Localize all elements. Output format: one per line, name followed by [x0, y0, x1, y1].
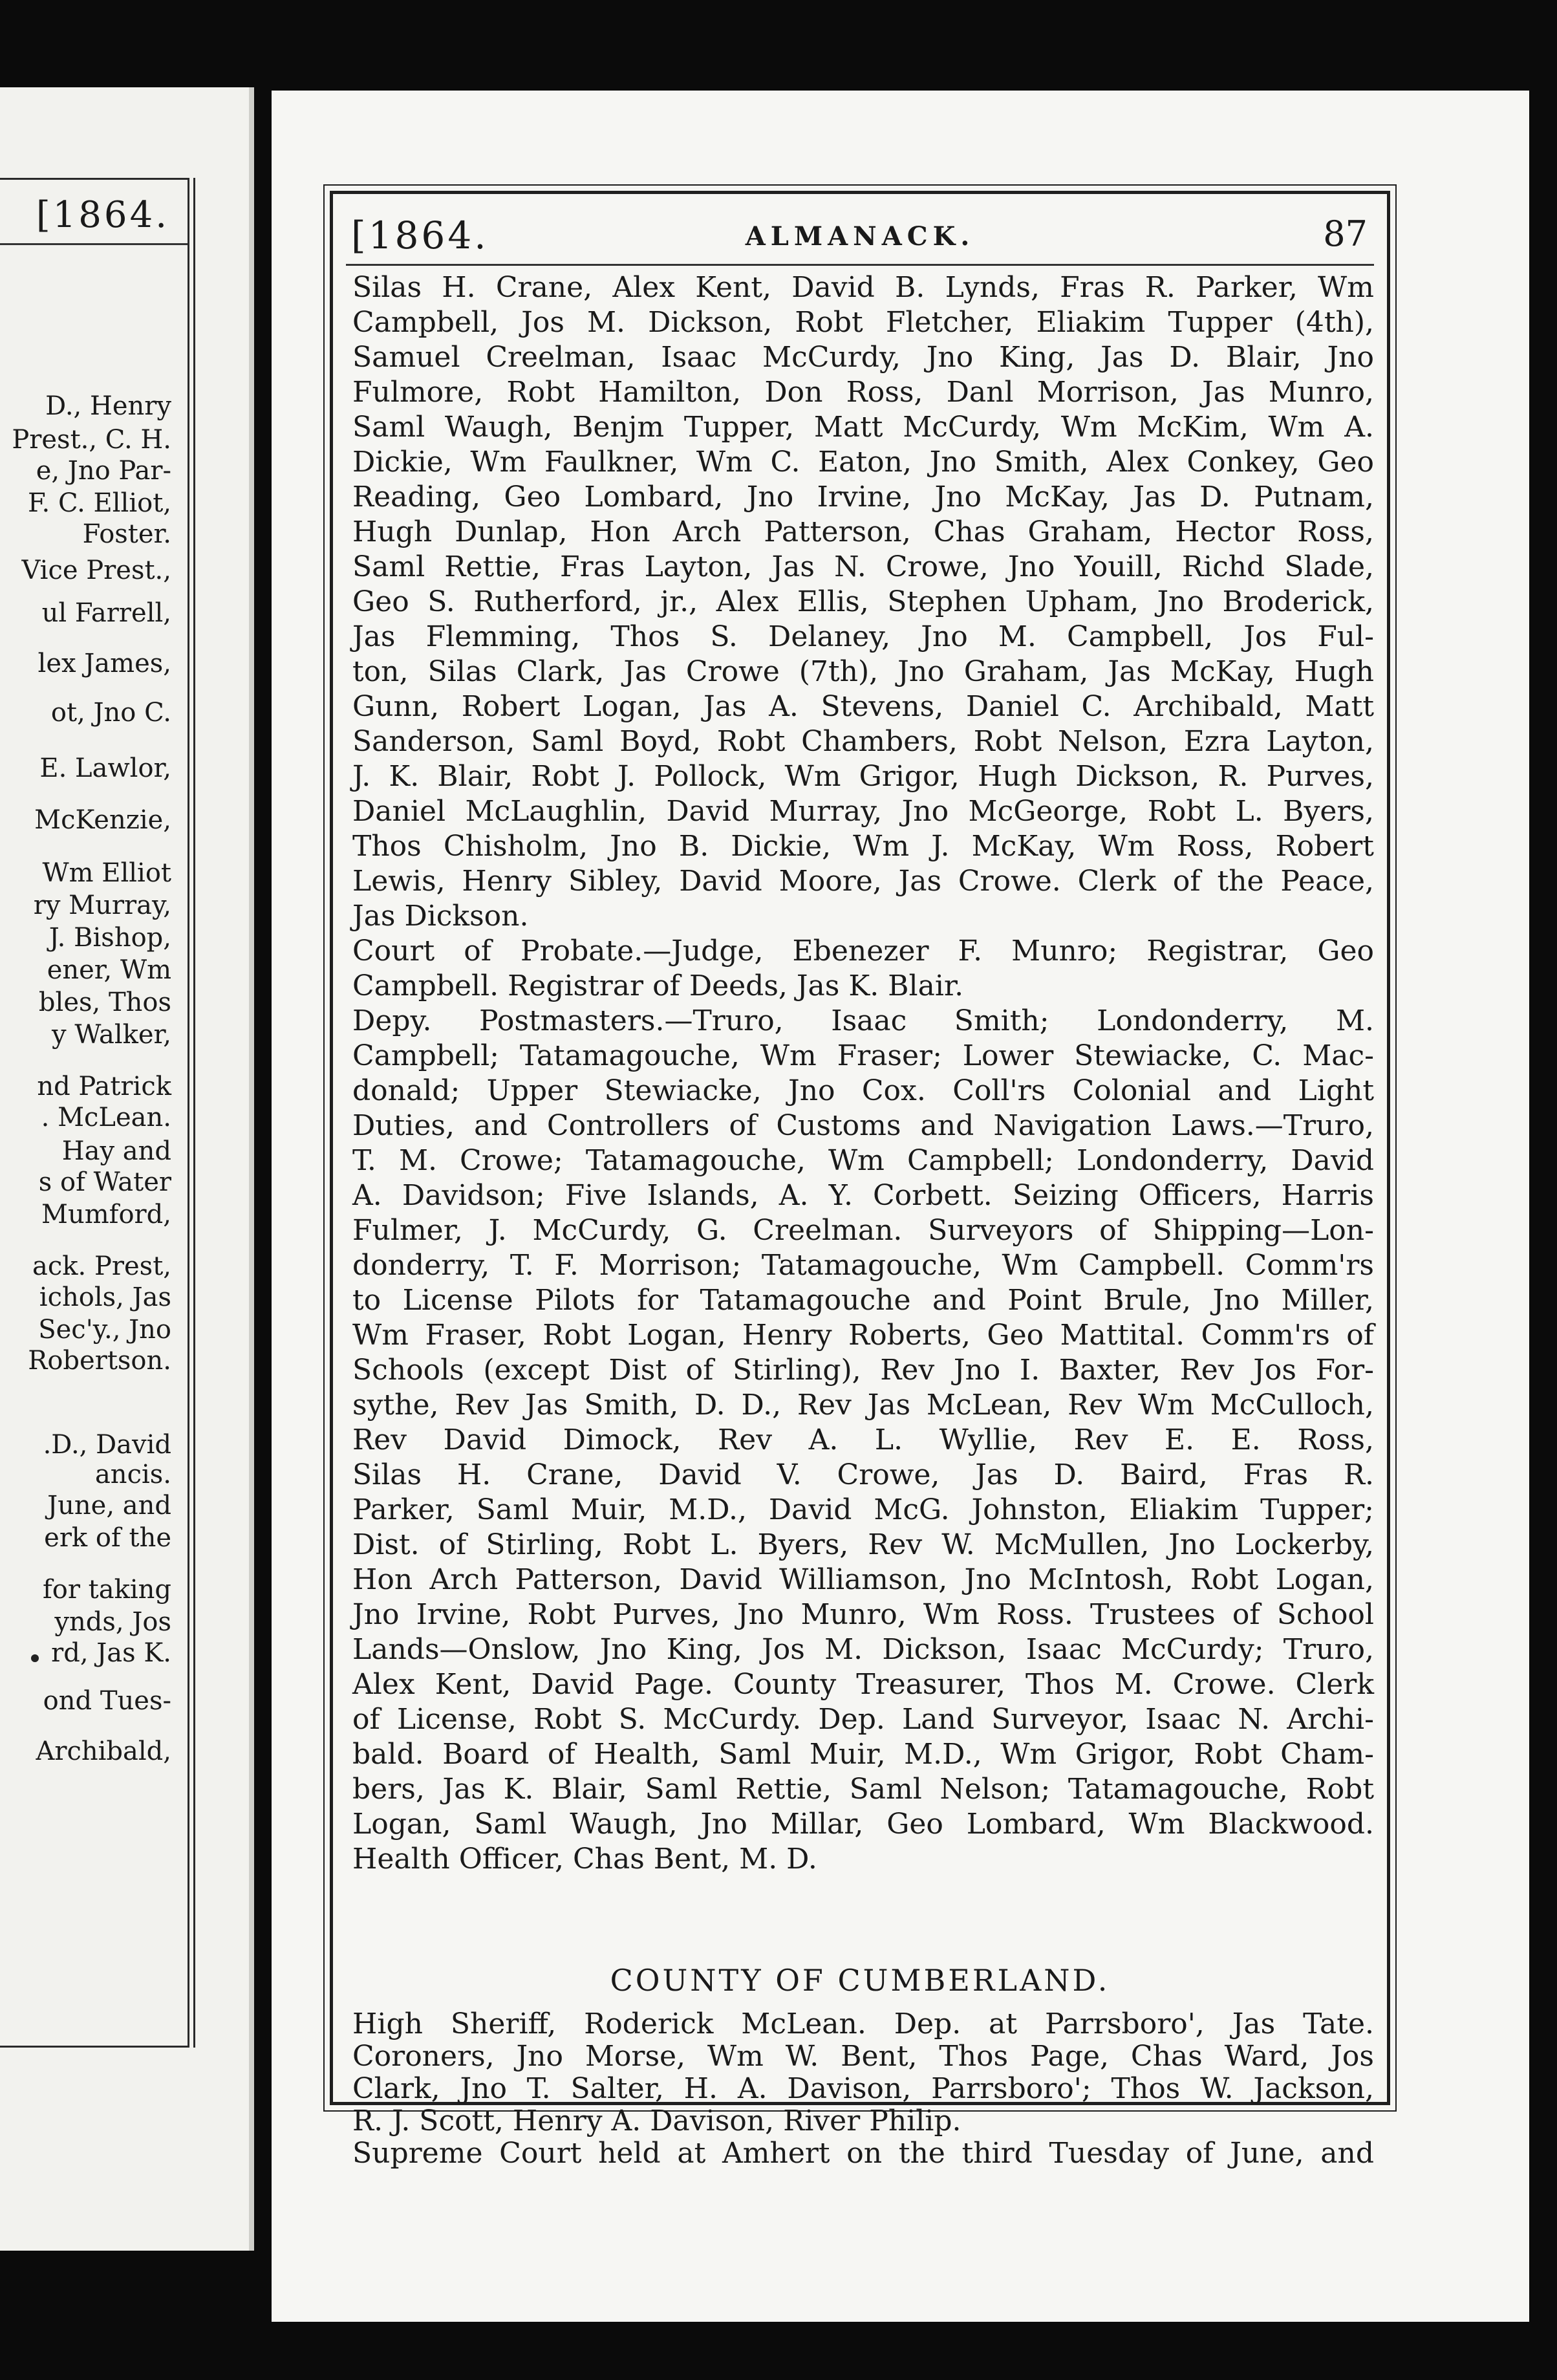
previous-page-rule	[0, 243, 188, 245]
text-line: Wm Fraser, Robt Logan, Henry Roberts, Geo Mattital. Comm'rs of	[352, 1319, 1374, 1352]
running-head-title: ALMANACK.	[745, 221, 975, 252]
previous-page-line: . McLean.	[41, 1103, 171, 1132]
previous-page-line: ul Farrell,	[41, 598, 171, 628]
text-line: J. K. Blair, Robt J. Pollock, Wm Grigor, Hugh Dickson, R. Purves,	[352, 760, 1374, 793]
text-line: A. Davidson; Five Islands, A. Y. Corbett. Seizing Officers, Harris	[352, 1179, 1374, 1212]
text-line: Silas H. Crane, David V. Crowe, Jas D. Baird, Fras R.	[352, 1458, 1374, 1491]
text-line: Geo S. Rutherford, jr., Alex Ellis, Stephen Upham, Jno Broderick,	[352, 585, 1374, 618]
text-line: T. M. Crowe; Tatamagouche, Wm Campbell; Londonderry, David	[352, 1144, 1374, 1177]
previous-page-line: ichols, Jas	[39, 1282, 171, 1312]
text-line: Court of Probate.—Judge, Ebenezer F. Munro; Registrar, Geo	[352, 935, 1374, 968]
text-line: Schools (except Dist of Stirling), Rev Jno I. Baxter, Rev Jos For-	[352, 1354, 1374, 1387]
text-line: Campbell; Tatamagouche, Wm Fraser; Lower Stewiacke, C. Mac-	[352, 1039, 1374, 1072]
text-line: Fulmer, J. McCurdy, G. Creelman. Surveyors of Shipping—Lon-	[352, 1214, 1374, 1247]
section-heading: COUNTY OF CUMBERLAND.	[610, 1963, 1110, 1998]
text-line: Campbell, Jos M. Dickson, Robt Fletcher, Eliakim Tupper (4th),	[352, 306, 1374, 339]
previous-page-line: ancis.	[94, 1460, 171, 1489]
colchester-officials-text	[352, 270, 1374, 1877]
ink-dot	[31, 1654, 39, 1662]
previous-page-line: for taking	[42, 1575, 171, 1605]
previous-page-line: Hay and	[61, 1136, 171, 1166]
previous-page-line: Archibald,	[36, 1736, 171, 1766]
previous-page-line: lex James,	[38, 649, 171, 678]
previous-page-line: ond Tues-	[43, 1686, 171, 1716]
text-line: Hugh Dunlap, Hon Arch Patterson, Chas Graham, Hector Ross,	[352, 515, 1374, 548]
text-line: Reading, Geo Lombard, Jno Irvine, Jno McKay, Jas D. Putnam,	[352, 481, 1374, 514]
text-line: Health Officer, Chas Bent, M. D.	[352, 1843, 817, 1876]
text-line: Saml Waugh, Benjm Tupper, Matt McCurdy, Wm McKim, Wm A.	[352, 411, 1374, 444]
text-line: Lands—Onslow, Jno King, Jos M. Dickson, Isaac McCurdy; Truro,	[352, 1633, 1374, 1666]
text-line: Fulmore, Robt Hamilton, Don Ross, Danl Morrison, Jas Munro,	[352, 376, 1374, 409]
text-line: Clark, Jno T. Salter, H. A. Davison, Parrsboro'; Thos W. Jackson,	[352, 2072, 1374, 2105]
previous-page-line: Mumford,	[41, 1200, 171, 1229]
text-line: Samuel Creelman, Isaac McCurdy, Jno King, Jas D. Blair, Jno	[352, 341, 1374, 374]
previous-page-line: ynds, Jos	[54, 1607, 171, 1637]
previous-page-line: rd, Jas K.	[51, 1638, 171, 1668]
text-line: to License Pilots for Tatamagouche and Point Brule, Jno Miller,	[352, 1284, 1374, 1317]
text-line: Hon Arch Patterson, David Williamson, Jno McIntosh, Robt Logan,	[352, 1563, 1374, 1596]
previous-page-line: erk of the	[44, 1523, 171, 1553]
text-line: Logan, Saml Waugh, Jno Millar, Geo Lombard, Wm Blackwood.	[352, 1808, 1374, 1841]
previous-page-year: [1864.	[36, 194, 169, 236]
previous-page-line: E. Lawlor,	[39, 753, 171, 783]
text-line: bers, Jas K. Blair, Saml Rettie, Saml Nelson; Tatamagouche, Robt	[352, 1773, 1374, 1806]
previous-page-line: Foster.	[82, 519, 171, 549]
previous-page-line: F. C. Elliot,	[27, 488, 171, 518]
previous-page-frame	[0, 178, 189, 2048]
text-line: Depy. Postmasters.—Truro, Isaac Smith; Londonderry, M.	[352, 1004, 1374, 1037]
text-line: Saml Rettie, Fras Layton, Jas N. Crowe, Jno Youill, Richd Slade,	[352, 550, 1374, 583]
text-line: Thos Chisholm, Jno B. Dickie, Wm J. McKay, Wm Ross, Robert	[352, 830, 1374, 863]
text-line: of License, Robt S. McCurdy. Dep. Land Surveyor, Isaac N. Archi-	[352, 1703, 1374, 1736]
previous-page-line: e, Jno Par-	[36, 456, 171, 486]
previous-page-line: s of Water	[38, 1167, 171, 1197]
previous-page-line: Robertson.	[28, 1346, 171, 1376]
text-line: Jas Dickson.	[352, 900, 529, 933]
previous-page-line: ry Murray,	[33, 891, 171, 920]
page-frame	[330, 191, 1390, 2170]
previous-page-line: Prest., C. H.	[12, 425, 171, 455]
previous-page-line: ener, Wm	[47, 955, 171, 985]
text-line: Dist. of Stirling, Robt L. Byers, Rev W. McMullen, Jno Lockerby,	[352, 1528, 1374, 1561]
previous-page-line: June, and	[47, 1491, 171, 1520]
previous-page-line: McKenzie,	[34, 805, 171, 835]
current-page	[272, 91, 1529, 2322]
previous-page-line: D., Henry	[45, 391, 171, 421]
text-line: Campbell. Registrar of Deeds, Jas K. Blair.	[352, 969, 964, 1002]
text-line: bald. Board of Health, Saml Muir, M.D., Wm Grigor, Robt Cham-	[352, 1738, 1374, 1771]
text-line: Coroners, Jno Morse, Wm W. Bent, Thos Page, Chas Ward, Jos	[352, 2040, 1374, 2073]
text-line: Jno Irvine, Robt Purves, Jno Munro, Wm Ross. Trustees of School	[352, 1598, 1374, 1631]
text-line: Alex Kent, David Page. County Treasurer, Thos M. Crowe. Clerk	[352, 1668, 1374, 1701]
text-line: donderry, T. F. Morrison; Tatamagouche, Wm Campbell. Comm'rs	[352, 1249, 1374, 1282]
previous-page-line: J. Bishop,	[48, 923, 171, 953]
text-line: Rev David Dimock, Rev A. L. Wyllie, Rev E. E. Ross,	[352, 1423, 1374, 1456]
text-line: Lewis, Henry Sibley, David Moore, Jas Crowe. Clerk of the Peace,	[352, 865, 1374, 898]
previous-page-line: bles, Thos	[38, 988, 171, 1017]
running-head-rule	[346, 264, 1374, 266]
previous-page-line: Wm Elliot	[42, 858, 171, 888]
text-line: sythe, Rev Jas Smith, D. D., Rev Jas McLean, Rev Wm McCulloch,	[352, 1389, 1374, 1422]
text-line: ton, Silas Clark, Jas Crowe (7th), Jno Graham, Jas McKay, Hugh	[352, 655, 1374, 688]
previous-page-line: y Walker,	[52, 1020, 171, 1050]
previous-page-line: Vice Prest.,	[21, 556, 171, 585]
cumberland-officials-text	[352, 2008, 1374, 2170]
text-line: Parker, Saml Muir, M.D., David McG. Johnston, Eliakim Tupper;	[352, 1493, 1374, 1526]
previous-page-line: Sec'y., Jno	[38, 1315, 171, 1345]
text-line: Dickie, Wm Faulkner, Wm C. Eaton, Jno Smith, Alex Conkey, Geo	[352, 446, 1374, 479]
previous-page-line: ot, Jno C.	[50, 698, 171, 728]
text-line: High Sheriff, Roderick McLean. Dep. at Parrsboro', Jas Tate.	[352, 2007, 1374, 2040]
text-line: Duties, and Controllers of Customs and Navigation Laws.—Truro,	[352, 1109, 1374, 1142]
text-line: Gunn, Robert Logan, Jas A. Stevens, Daniel C. Archibald, Matt	[352, 690, 1374, 723]
previous-page	[0, 87, 254, 2251]
text-line: Jas Flemming, Thos S. Delaney, Jno M. Campbell, Jos Ful-	[352, 620, 1374, 653]
text-line: Supreme Court held at Amhert on the third Tuesday of June, and	[352, 2137, 1374, 2170]
running-head-year: [1864.	[351, 213, 489, 257]
text-line: Daniel McLaughlin, David Murray, Jno McGeorge, Robt L. Byers,	[352, 795, 1374, 828]
previous-page-line: nd Patrick	[37, 1072, 171, 1101]
text-line: Silas H. Crane, Alex Kent, David B. Lynds, Fras R. Parker, Wm	[352, 271, 1374, 304]
text-line: R. J. Scott, Henry A. Davison, River Philip.	[352, 2104, 961, 2137]
previous-page-line: .D., David	[43, 1430, 171, 1460]
text-line: donald; Upper Stewiacke, Jno Cox. Coll'rs Colonial and Light	[352, 1074, 1374, 1107]
page-number: 87	[1323, 213, 1368, 254]
previous-page-line: ack. Prest,	[32, 1251, 171, 1281]
text-line: Sanderson, Saml Boyd, Robt Chambers, Robt Nelson, Ezra Layton,	[352, 725, 1374, 758]
